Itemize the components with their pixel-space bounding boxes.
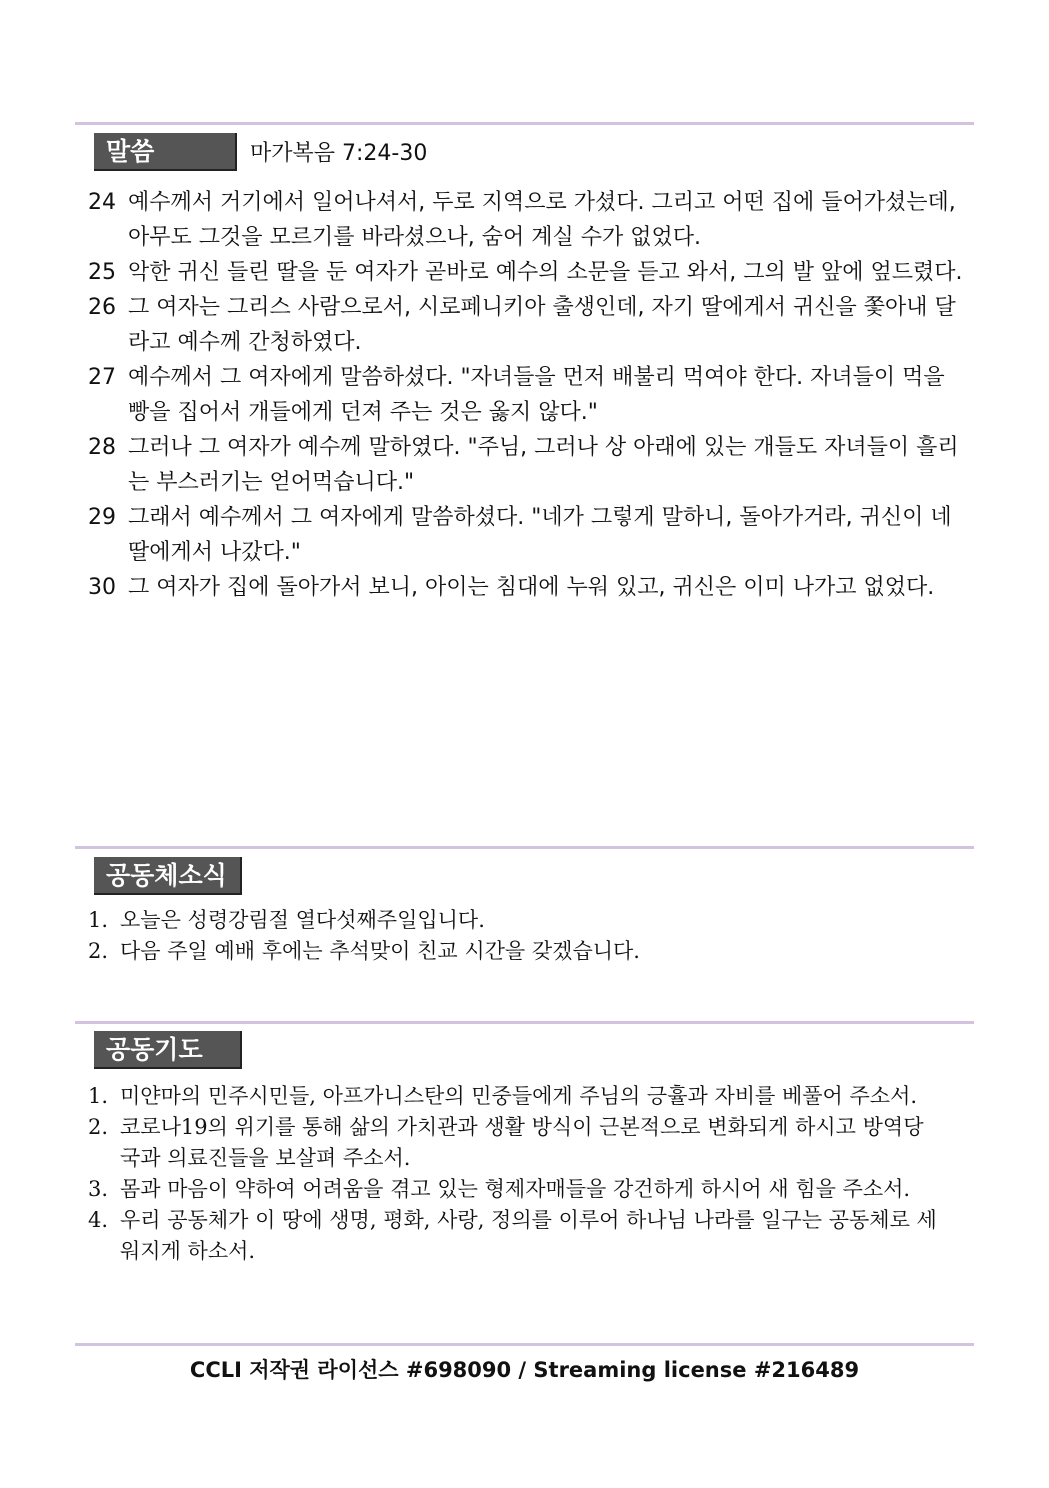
item-number: 4. <box>88 1208 109 1232</box>
section-divider <box>75 846 974 849</box>
verse <box>88 290 988 360</box>
section-divider <box>75 122 974 125</box>
verse-number: 30 <box>88 575 116 600</box>
item-text: 코로나19의 위기를 통해 삶의 가치관과 생활 방식이 근본적으로 변화되게 하시고 방역당국과 의료진들을 보살펴 주소서. <box>120 1115 924 1170</box>
prayer-label: 공동기도 <box>94 1031 242 1069</box>
item-text: 다음 주일 예배 후에는 추석맞이 친교 시간을 갖겠습니다. <box>120 939 640 963</box>
verse <box>88 500 988 570</box>
item-text: 몸과 마음이 약하여 어려움을 겪고 있는 형제자매들을 강건하게 하시어 새 힘을 주소서. <box>120 1177 911 1201</box>
verse-text: 그래서 예수께서 그 여자에게 말씀하셨다. "네가 그렇게 말하니, 돌아가거라, 귀신이 네 딸에게서 나갔다." <box>128 505 952 565</box>
list-item <box>88 1112 940 1174</box>
list-item <box>88 1205 940 1267</box>
section-divider <box>75 1343 974 1346</box>
verse <box>88 185 988 255</box>
verse-text: 그 여자는 그리스 사람으로서, 시로페니키아 출생인데, 자기 딸에게서 귀신을 쫓아내 달라고 예수께 간청하였다. <box>128 295 956 355</box>
item-number: 3. <box>88 1177 109 1201</box>
list-item <box>88 936 940 967</box>
item-text: 미얀마의 민주시민들, 아프가니스탄의 민중들에게 주님의 긍휼과 자비를 베풀어 주소서. <box>120 1084 918 1108</box>
scripture-label: 말씀 <box>94 133 237 171</box>
prayer-list <box>88 1081 940 1267</box>
item-number: 2. <box>88 939 109 963</box>
verse <box>88 430 988 500</box>
verse-number: 27 <box>88 365 116 390</box>
verse-text: 그러나 그 여자가 예수께 말하였다. "주님, 그러나 상 아래에 있는 개들도 자녀들이 흘리는 부스러기는 얻어먹습니다." <box>128 435 959 495</box>
verse-text: 그 여자가 집에 돌아가서 보니, 아이는 침대에 누워 있고, 귀신은 이미 나가고 없었다. <box>128 575 935 600</box>
list-item <box>88 1174 940 1205</box>
verse-text: 예수께서 그 여자에게 말씀하셨다. "자녀들을 먼저 배불리 먹여야 한다. 자녀들이 먹을 빵을 집어서 개들에게 던져 주는 것은 옳지 않다." <box>128 365 945 425</box>
item-text: 우리 공동체가 이 땅에 생명, 평화, 사랑, 정의를 이루어 하나님 나라를 일구는 공동체로 세워지게 하소서. <box>120 1208 937 1263</box>
news-label: 공동체소식 <box>94 857 242 895</box>
verse-number: 29 <box>88 505 116 530</box>
verse-number: 24 <box>88 190 116 215</box>
verse-text: 예수께서 거기에서 일어나셔서, 두로 지역으로 가셨다. 그리고 어떤 집에 들어가셨는데, 아무도 그것을 모르기를 바라셨으나, 숨어 계실 수가 없었다. <box>128 190 956 250</box>
item-text: 오늘은 성령강림절 열다섯째주일입니다. <box>120 908 485 932</box>
list-item <box>88 1081 940 1112</box>
verse <box>88 255 988 290</box>
item-number: 2. <box>88 1115 109 1139</box>
item-number: 1. <box>88 908 109 932</box>
scripture-reference: 마가복음 7:24-30 <box>250 141 428 166</box>
verse-number: 25 <box>88 260 116 285</box>
verse-text: 악한 귀신 들린 딸을 둔 여자가 곧바로 예수의 소문을 듣고 와서, 그의 발 앞에 엎드렸다. <box>128 260 963 285</box>
news-list <box>88 905 940 967</box>
verse-number: 28 <box>88 435 116 460</box>
section-divider <box>75 1021 974 1024</box>
verse <box>88 360 988 430</box>
verse <box>88 570 988 605</box>
item-number: 1. <box>88 1084 109 1108</box>
license-footer: CCLI 저작권 라이선스 #698090 / Streaming license #216489 <box>189 1358 860 1382</box>
verse-list <box>88 185 988 605</box>
list-item <box>88 905 940 936</box>
verse-number: 26 <box>88 295 116 320</box>
